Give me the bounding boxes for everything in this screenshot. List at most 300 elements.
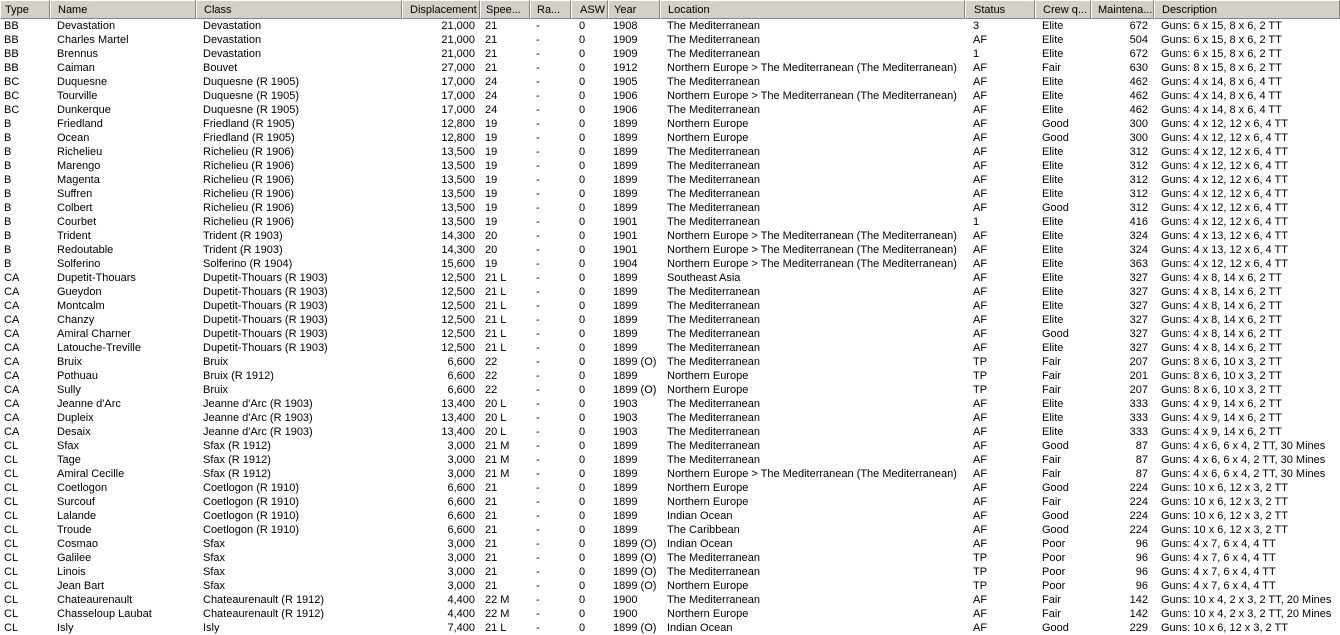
table-row[interactable] [0,145,1339,159]
cell-name: Richelieu [57,146,103,158]
cell-maintenance: 312 [1129,202,1148,214]
cell-location: The Mediterranean [667,454,760,466]
cell-asw: 0 [579,132,586,144]
cell-speed: 21 L [485,300,507,312]
column-header-displacement[interactable]: Displacement [402,0,480,19]
cell-speed: 20 L [485,412,507,424]
cell-displacement: 13,500 [441,216,475,228]
table-row[interactable] [0,411,1339,425]
table-row[interactable] [0,439,1339,453]
cell-type: B [4,146,12,158]
cell-displacement: 17,000 [441,90,475,102]
cell-speed: 21 [485,482,498,494]
cell-class: Sfax [203,566,226,578]
cell-location: The Mediterranean [667,300,760,312]
cell-year: 1899 [613,440,638,452]
cell-maintenance: 96 [1135,552,1148,564]
cell-year: 1899 [613,328,638,340]
cell-displacement: 6,600 [447,482,475,494]
cell-name: Surcouf [57,496,95,508]
cell-class: Coetlogon (R 1910) [203,510,300,522]
cell-displacement: 6,600 [447,384,475,396]
cell-class: Dupetit-Thouars (R 1903) [203,342,328,354]
cell-speed: 22 M [485,608,510,620]
cell-crew: Good [1042,132,1069,144]
cell-name: Dupleix [57,412,94,424]
column-header-status[interactable]: Status [965,0,1035,19]
table-row[interactable] [0,537,1339,551]
column-header-range[interactable]: Ra... [530,0,571,19]
cell-range: - [536,202,540,214]
cell-status: AF [973,272,988,284]
cell-crew: Fair [1042,384,1061,396]
cell-year: 1899 [613,314,638,326]
cell-range: - [536,48,540,60]
table-row[interactable] [0,551,1339,565]
table-row[interactable] [0,397,1339,411]
table-row[interactable] [0,523,1339,537]
table-row[interactable] [0,103,1339,117]
table-row[interactable] [0,201,1339,215]
cell-displacement: 13,500 [441,160,475,172]
cell-displacement: 13,400 [441,398,475,410]
cell-crew: Elite [1042,48,1064,60]
table-row[interactable] [0,187,1339,201]
cell-year: 1905 [613,76,638,88]
cell-class: Devastation [203,48,262,60]
cell-year: 1899 (O) [613,552,657,564]
cell-status: AF [973,244,988,256]
cell-location: The Caribbean [667,524,740,536]
cell-crew: Poor [1042,538,1066,550]
table-row[interactable] [0,383,1339,397]
cell-location: Indian Ocean [667,510,733,522]
cell-crew: Good [1042,328,1069,340]
cell-description: Guns: 4 x 14, 8 x 6, 4 TT [1161,104,1282,116]
cell-description: Guns: 4 x 6, 6 x 4, 2 TT, 30 Mines [1161,454,1326,466]
column-header-year[interactable]: Year [608,0,660,19]
cell-asw: 0 [579,384,586,396]
table-row[interactable] [0,607,1339,621]
cell-speed: 24 [485,76,498,88]
cell-description: Guns: 10 x 6, 12 x 3, 2 TT [1161,510,1288,522]
table-row[interactable] [0,481,1339,495]
cell-displacement: 12,500 [441,272,475,284]
table-row[interactable] [0,47,1339,61]
cell-displacement: 12,500 [441,286,475,298]
cell-speed: 21 L [485,286,507,298]
cell-maintenance: 312 [1129,146,1148,158]
cell-description: Guns: 10 x 4, 2 x 3, 2 TT, 20 Mines [1161,608,1332,620]
cell-location: The Mediterranean [667,356,760,368]
cell-speed: 21 [485,62,498,74]
cell-speed: 21 [485,34,498,46]
table-row[interactable] [0,467,1339,481]
cell-location: Northern Europe > The Mediterranean (The Mediterranean) [667,468,957,480]
cell-location: The Mediterranean [667,426,760,438]
cell-year: 1899 [613,300,638,312]
cell-crew: Elite [1042,216,1064,228]
cell-speed: 24 [485,104,498,116]
cell-description: Guns: 4 x 12, 12 x 6, 4 TT [1161,146,1288,158]
cell-displacement: 21,000 [441,48,475,60]
cell-maintenance: 312 [1129,160,1148,172]
cell-speed: 19 [485,188,498,200]
cell-type: BB [4,34,19,46]
table-row[interactable] [0,341,1339,355]
cell-location: The Mediterranean [667,104,760,116]
cell-status: AF [973,300,988,312]
cell-location: The Mediterranean [667,328,760,340]
cell-displacement: 13,500 [441,202,475,214]
column-header-asw[interactable]: ASW [571,0,608,19]
table-row[interactable] [0,327,1339,341]
cell-name: Gueydon [57,286,102,298]
cell-displacement: 12,800 [441,118,475,130]
cell-name: Marengo [57,160,101,172]
cell-speed: 22 [485,370,498,382]
table-row[interactable] [0,579,1339,593]
table-row[interactable] [0,33,1339,47]
cell-speed: 21 L [485,272,507,284]
cell-maintenance: 630 [1129,62,1148,74]
cell-crew: Elite [1042,34,1064,46]
cell-displacement: 17,000 [441,104,475,116]
table-row[interactable] [0,355,1339,369]
table-row[interactable] [0,285,1339,299]
cell-year: 1899 (O) [613,356,657,368]
cell-status: 1 [973,48,980,60]
cell-description: Guns: 4 x 8, 14 x 6, 2 TT [1161,342,1282,354]
cell-displacement: 12,500 [441,342,475,354]
cell-displacement: 12,500 [441,328,475,340]
cell-maintenance: 96 [1135,580,1148,592]
cell-displacement: 14,300 [441,244,475,256]
cell-class: Sfax (R 1912) [203,440,271,452]
cell-year: 1906 [613,90,638,102]
cell-location: The Mediterranean [667,342,760,354]
cell-description: Guns: 10 x 6, 12 x 3, 2 TT [1161,524,1288,536]
cell-status: AF [973,132,988,144]
table-row[interactable] [0,495,1339,509]
cell-name: Chateaurenault [57,594,133,606]
cell-range: - [536,328,540,340]
cell-asw: 0 [579,160,586,172]
cell-year: 1909 [613,48,638,60]
table-row[interactable] [0,313,1339,327]
cell-description: Guns: 8 x 6, 10 x 3, 2 TT [1161,370,1282,382]
column-header-crew[interactable]: Crew q... [1035,0,1091,19]
cell-crew: Elite [1042,426,1064,438]
cell-maintenance: 324 [1129,244,1148,256]
cell-speed: 19 [485,160,498,172]
cell-description: Guns: 4 x 12, 12 x 6, 4 TT [1161,118,1288,130]
cell-location: Northern Europe [667,482,749,494]
cell-description: Guns: 4 x 7, 6 x 4, 4 TT [1161,580,1276,592]
table-row[interactable] [0,131,1339,145]
cell-status: AF [973,454,988,466]
cell-crew: Elite [1042,314,1064,326]
cell-status: AF [973,524,988,536]
cell-crew: Elite [1042,104,1064,116]
cell-location: The Mediterranean [667,314,760,326]
cell-name: Magenta [57,174,100,186]
cell-name: Courbet [57,216,97,228]
cell-displacement: 4,400 [447,608,475,620]
cell-crew: Good [1042,202,1069,214]
cell-location: Northern Europe [667,132,749,144]
cell-crew: Elite [1042,342,1064,354]
cell-status: TP [973,356,988,368]
cell-speed: 19 [485,258,498,270]
cell-class: Sfax [203,580,226,592]
cell-status: AF [973,76,988,88]
cell-range: - [536,188,540,200]
cell-asw: 0 [579,342,586,354]
table-row[interactable] [0,565,1339,579]
cell-speed: 19 [485,174,498,186]
cell-name: Charles Martel [57,34,129,46]
cell-year: 1903 [613,412,638,424]
cell-type: CL [4,608,19,620]
cell-name: Cosmao [57,538,98,550]
cell-asw: 0 [579,146,586,158]
table-row[interactable] [0,271,1339,285]
cell-speed: 21 [485,20,498,32]
cell-name: Dupetit-Thouars [57,272,136,284]
table-row[interactable] [0,509,1339,523]
cell-speed: 22 M [485,594,510,606]
cell-crew: Good [1042,482,1069,494]
cell-description: Guns: 4 x 9, 14 x 6, 2 TT [1161,412,1282,424]
cell-crew: Elite [1042,286,1064,298]
cell-speed: 21 M [485,454,510,466]
cell-name: Amiral Cecille [57,468,125,480]
table-row[interactable] [0,369,1339,383]
cell-description: Guns: 6 x 15, 8 x 6, 2 TT [1161,20,1282,32]
cell-crew: Elite [1042,90,1064,102]
cell-location: The Mediterranean [667,286,760,298]
cell-type: BB [4,62,19,74]
cell-description: Guns: 4 x 12, 12 x 6, 4 TT [1161,132,1288,144]
column-header-class[interactable]: Class [196,0,402,19]
cell-range: - [536,272,540,284]
table-row[interactable] [0,425,1339,439]
cell-asw: 0 [579,314,586,326]
cell-type: CL [4,622,19,634]
cell-asw: 0 [579,300,586,312]
table-row[interactable] [0,257,1339,271]
table-row[interactable] [0,593,1339,607]
cell-asw: 0 [579,510,586,522]
cell-class: Richelieu (R 1906) [203,174,295,186]
cell-location: The Mediterranean [667,34,760,46]
cell-type: CL [4,524,19,536]
column-header-type[interactable]: Type [0,0,50,19]
cell-speed: 20 L [485,426,507,438]
cell-location: The Mediterranean [667,174,760,186]
cell-year: 1899 (O) [613,384,657,396]
cell-speed: 19 [485,216,498,228]
cell-asw: 0 [579,174,586,186]
cell-asw: 0 [579,552,586,564]
column-header-name[interactable]: Name [50,0,196,19]
cell-range: - [536,398,540,410]
cell-location: Northern Europe > The Mediterranean (The Mediterranean) [667,258,957,270]
table-row[interactable] [0,453,1339,467]
table-row[interactable] [0,621,1339,635]
cell-year: 1899 [613,272,638,284]
cell-maintenance: 201 [1129,370,1148,382]
cell-year: 1901 [613,230,638,242]
table-row[interactable] [0,19,1339,33]
cell-class: Duquesne (R 1905) [203,76,300,88]
cell-status: AF [973,538,988,550]
cell-description: Guns: 4 x 8, 14 x 6, 2 TT [1161,272,1282,284]
cell-status: AF [973,90,988,102]
cell-type: CL [4,594,19,606]
cell-speed: 21 M [485,468,510,480]
cell-location: Northern Europe [667,496,749,508]
cell-maintenance: 504 [1129,34,1148,46]
cell-speed: 21 [485,538,498,550]
column-header-speed[interactable]: Spee... [480,0,530,19]
cell-class: Dupetit-Thouars (R 1903) [203,328,328,340]
cell-location: The Mediterranean [667,216,760,228]
table-row[interactable] [0,159,1339,173]
cell-asw: 0 [579,202,586,214]
cell-location: The Mediterranean [667,202,760,214]
cell-description: Guns: 4 x 12, 12 x 6, 4 TT [1161,160,1288,172]
cell-maintenance: 327 [1129,342,1148,354]
column-header-location[interactable]: Location [660,0,965,19]
cell-year: 1899 (O) [613,566,657,578]
table-row[interactable] [0,61,1339,75]
cell-class: Friedland (R 1905) [203,132,295,144]
cell-asw: 0 [579,34,586,46]
cell-speed: 19 [485,202,498,214]
cell-location: Northern Europe [667,118,749,130]
cell-type: B [4,244,12,256]
cell-crew: Elite [1042,272,1064,284]
cell-status: AF [973,622,988,634]
cell-displacement: 12,500 [441,314,475,326]
cell-class: Sfax (R 1912) [203,468,271,480]
cell-description: Guns: 4 x 13, 12 x 6, 4 TT [1161,244,1288,256]
cell-location: The Mediterranean [667,594,760,606]
table-row[interactable] [0,89,1339,103]
table-row[interactable] [0,299,1339,313]
cell-description: Guns: 6 x 15, 8 x 6, 2 TT [1161,34,1282,46]
cell-class: Chateaurenault (R 1912) [203,608,325,620]
cell-status: 3 [973,20,980,32]
cell-asw: 0 [579,524,586,536]
cell-range: - [536,454,540,466]
cell-displacement: 15,600 [441,258,475,270]
table-row[interactable] [0,173,1339,187]
cell-location: The Mediterranean [667,398,760,410]
cell-asw: 0 [579,328,586,340]
cell-asw: 0 [579,412,586,424]
cell-range: - [536,426,540,438]
cell-crew: Elite [1042,188,1064,200]
cell-description: Guns: 4 x 6, 6 x 4, 2 TT, 30 Mines [1161,468,1326,480]
cell-location: Northern Europe [667,370,749,382]
cell-name: Desaix [57,426,91,438]
cell-crew: Fair [1042,454,1061,466]
cell-description: Guns: 4 x 13, 12 x 6, 4 TT [1161,230,1288,242]
cell-status: AF [973,62,988,74]
cell-crew: Good [1042,510,1069,522]
cell-crew: Elite [1042,160,1064,172]
cell-displacement: 21,000 [441,34,475,46]
table-row[interactable] [0,215,1339,229]
cell-status: AF [973,468,988,480]
cell-status: AF [973,104,988,116]
cell-speed: 21 [485,496,498,508]
table-row[interactable] [0,117,1339,131]
cell-location: Indian Ocean [667,622,733,634]
cell-status: 1 [973,216,980,228]
cell-location: The Mediterranean [667,440,760,452]
cell-speed: 21 [485,524,498,536]
cell-range: - [536,300,540,312]
cell-asw: 0 [579,580,586,592]
cell-name: Pothuau [57,370,98,382]
table-row[interactable] [0,229,1339,243]
cell-range: - [536,496,540,508]
cell-name: Brennus [57,48,98,60]
table-body [0,19,1339,635]
cell-type: CA [4,426,20,438]
cell-status: AF [973,34,988,46]
cell-displacement: 13,400 [441,412,475,424]
cell-asw: 0 [579,188,586,200]
cell-range: - [536,118,540,130]
cell-range: - [536,160,540,172]
table-row[interactable] [0,243,1339,257]
column-header-description[interactable]: Description [1154,0,1340,19]
cell-crew: Fair [1042,594,1061,606]
cell-type: CL [4,580,19,592]
cell-year: 1906 [613,104,638,116]
cell-status: TP [973,580,988,592]
cell-status: TP [973,552,988,564]
column-header-maintenance[interactable]: Maintena... [1091,0,1154,19]
cell-description: Guns: 8 x 15, 8 x 6, 2 TT [1161,62,1282,74]
cell-asw: 0 [579,440,586,452]
cell-displacement: 3,000 [447,468,475,480]
cell-class: Isly [203,622,220,634]
cell-description: Guns: 6 x 15, 8 x 6, 2 TT [1161,48,1282,60]
cell-range: - [536,580,540,592]
cell-year: 1903 [613,398,638,410]
cell-description: Guns: 4 x 14, 8 x 6, 4 TT [1161,90,1282,102]
cell-maintenance: 142 [1129,594,1148,606]
cell-maintenance: 300 [1129,132,1148,144]
cell-range: - [536,216,540,228]
table-row[interactable] [0,75,1339,89]
cell-displacement: 3,000 [447,454,475,466]
cell-year: 1899 [613,132,638,144]
cell-description: Guns: 8 x 6, 10 x 3, 2 TT [1161,356,1282,368]
cell-name: Tourville [57,90,98,102]
cell-class: Bruix [203,356,229,368]
cell-name: Redoutable [57,244,114,256]
cell-displacement: 3,000 [447,552,475,564]
cell-speed: 21 [485,510,498,522]
cell-type: BC [4,90,20,102]
